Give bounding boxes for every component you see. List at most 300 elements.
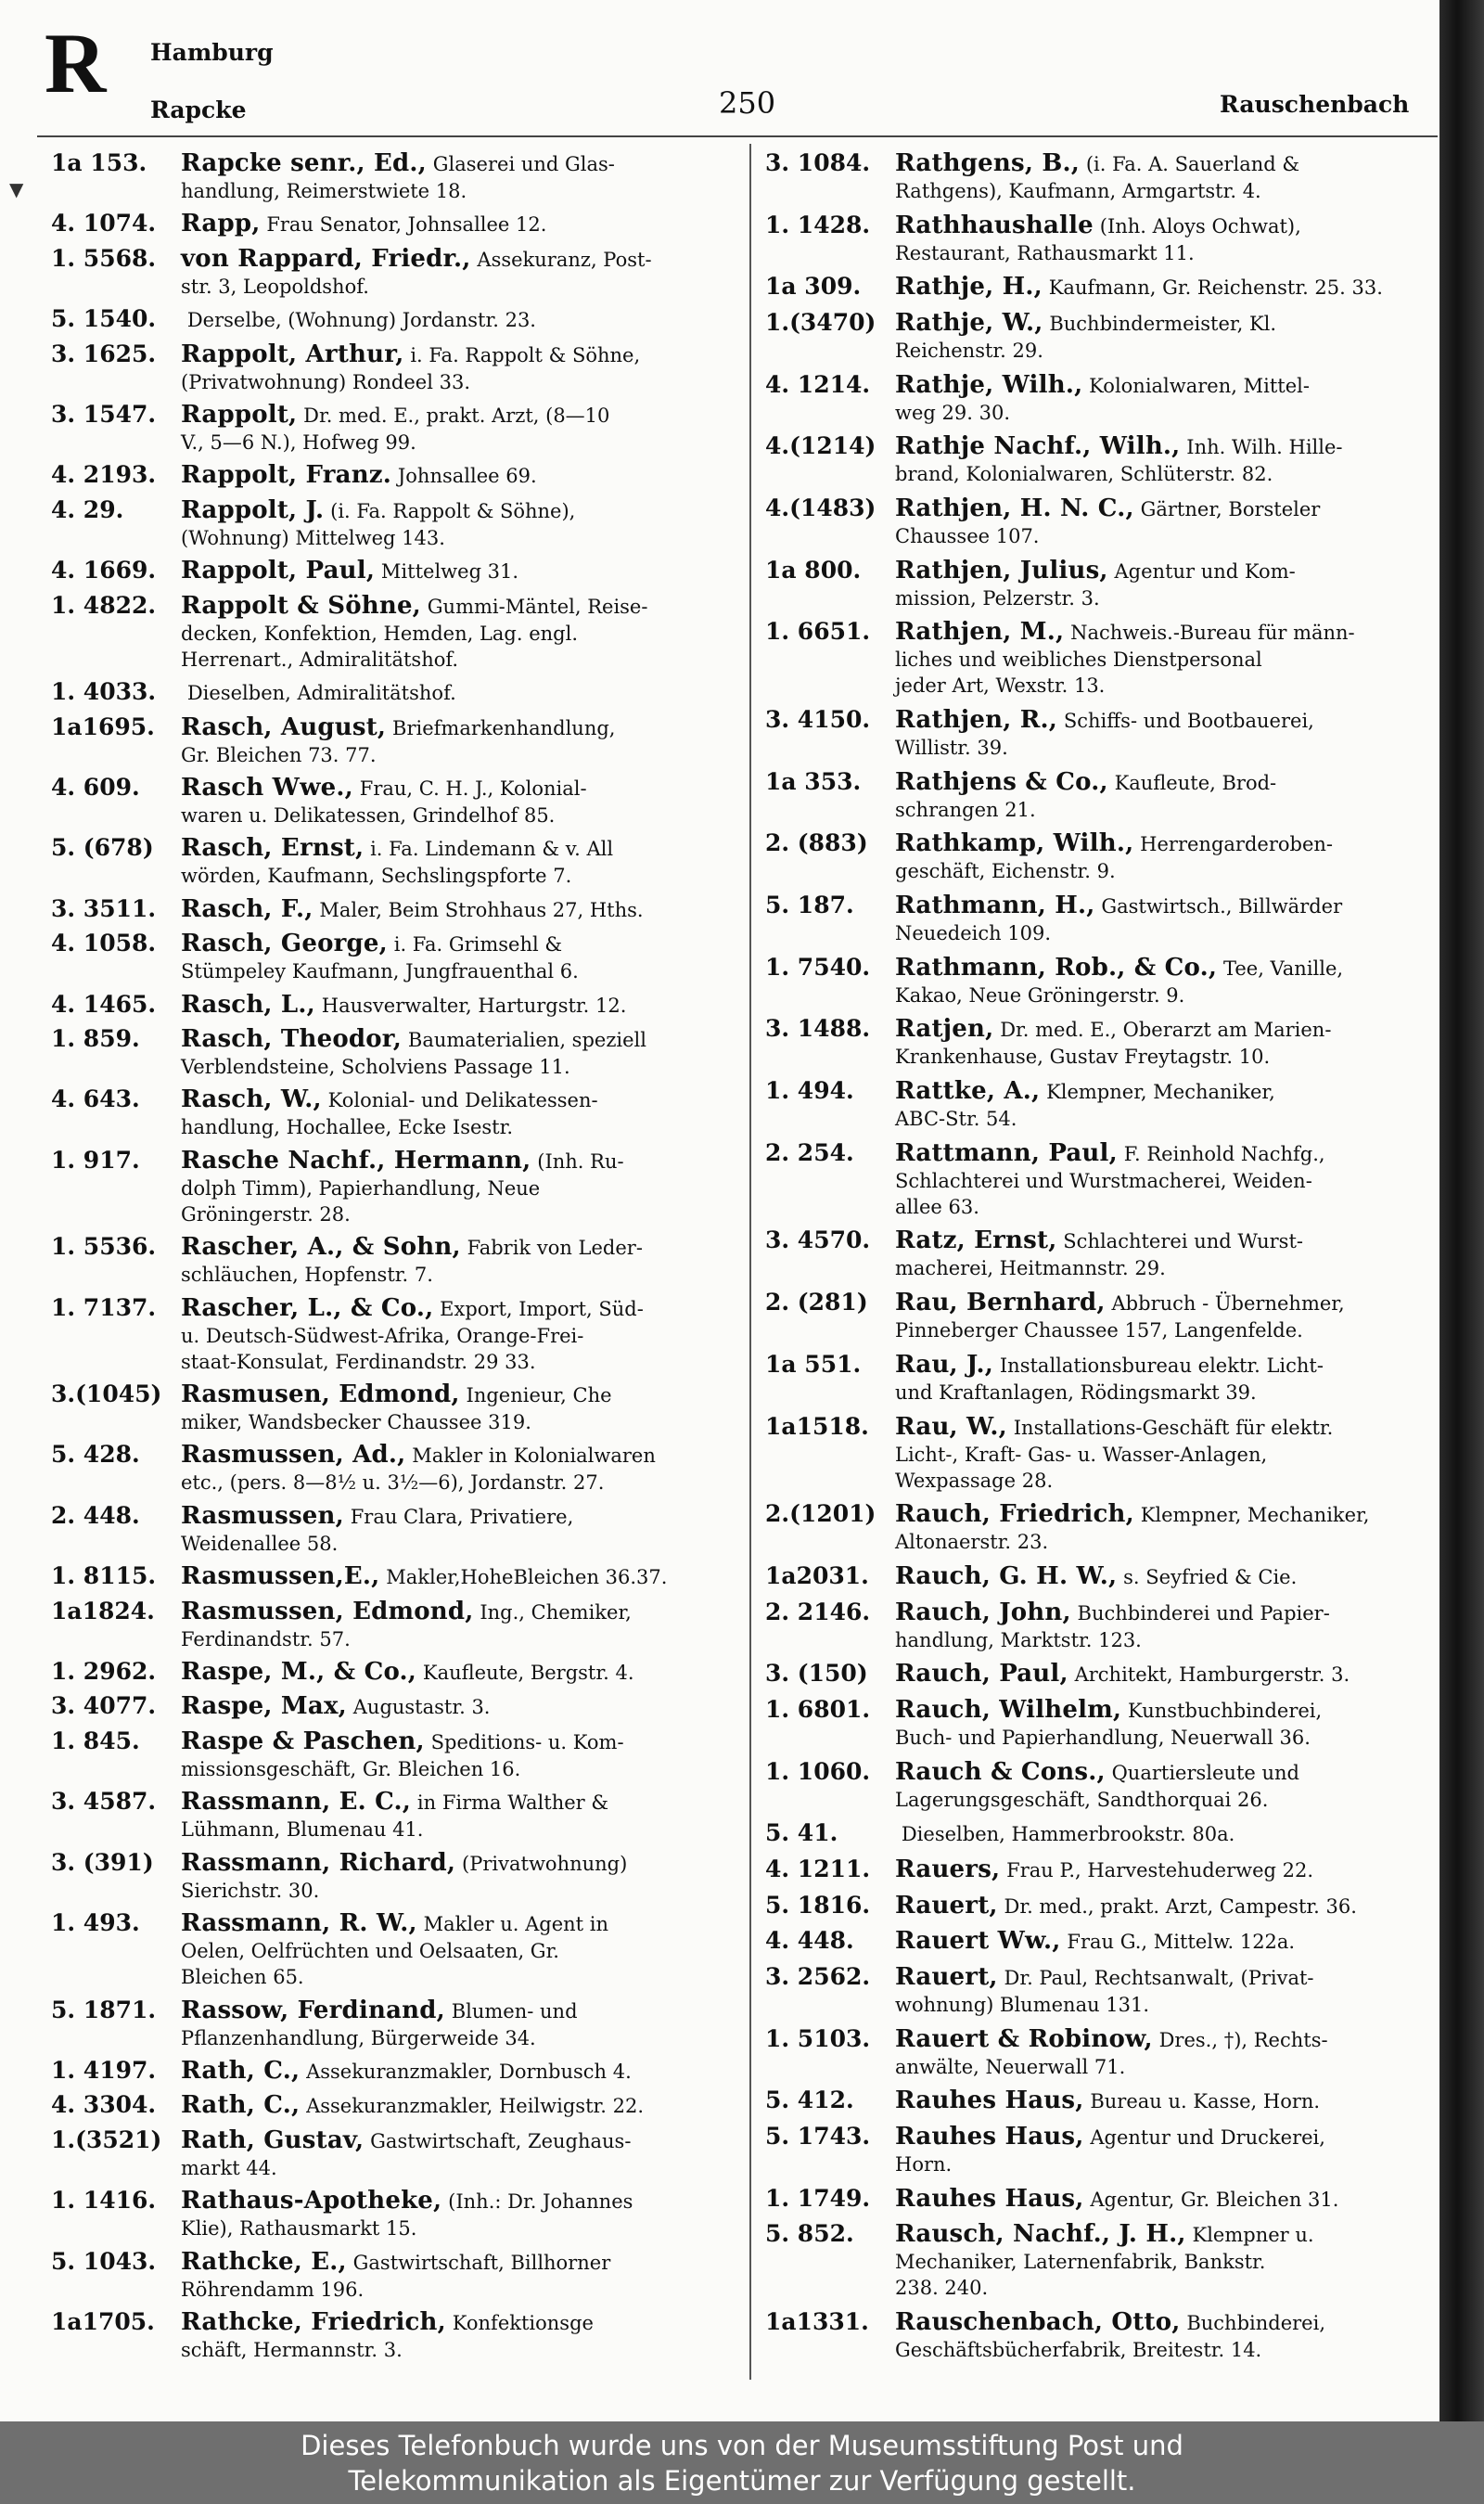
directory-entry <box>51 1728 742 1782</box>
directory-entry <box>51 1381 742 1435</box>
directory-entry <box>51 211 742 238</box>
subscriber-name: Rattmann, Paul, <box>895 1138 1118 1167</box>
directory-entry <box>51 1086 742 1140</box>
directory-entry <box>765 707 1433 761</box>
phone-number: 1.(3470) <box>765 309 876 337</box>
phone-number: 3. 1488. <box>765 1015 871 1043</box>
subscriber-details: Maler, Beim Strohhaus 27, Hths. <box>319 898 644 921</box>
subscriber-details: i. Fa. Grimsehl & <box>393 933 563 957</box>
subscriber-details-continued: geschäft, Eichenstr. 9. <box>895 860 1116 883</box>
subscriber-name: Rappolt & Söhne, <box>181 591 421 620</box>
subscriber-details-continued: brand, Kolonialwaren, Schlüterstr. 82. <box>895 463 1273 486</box>
subscriber-details: Dr. med. E., Oberarzt am Marien- <box>1000 1019 1332 1042</box>
subscriber-details-continued: Horn. <box>895 2152 953 2176</box>
subscriber-name: Rasmusen, Edmond, <box>181 1380 460 1409</box>
subscriber-details-continued: Rathgens), Kaufmann, Armgartstr. 4. <box>895 180 1261 202</box>
subscriber-details-continued: miker, Wandsbecker Chaussee 319. <box>181 1411 531 1434</box>
directory-entry <box>765 1661 1433 1689</box>
subscriber-name: Rauers, <box>895 1855 1001 1883</box>
header-city: Hamburg <box>150 39 274 66</box>
subscriber-details: Gummi-Mäntel, Reise- <box>427 595 648 618</box>
subscriber-name: Rassow, Ferdinand, <box>181 1996 445 2024</box>
subscriber-details: Johnsallee 69. <box>397 465 537 488</box>
phone-number: 3. 1547. <box>51 401 157 429</box>
directory-entry <box>51 246 742 300</box>
phone-number: 2. (883) <box>765 829 868 857</box>
directory-entry <box>51 931 742 984</box>
subscriber-details-continued: wohnung) Blumenau 131. <box>895 1993 1150 2016</box>
subscriber-name: Rasch, George, <box>181 930 388 958</box>
subscriber-details-continued: mission, Pelzerstr. 3. <box>895 586 1100 610</box>
phone-number: 2. 254. <box>765 1138 854 1166</box>
directory-entry <box>765 1893 1433 1920</box>
phone-number: 1. 4197. <box>51 2056 157 2084</box>
subscriber-details: Gärtner, Borsteler <box>1140 498 1321 521</box>
subscriber-name: Rathhaushalle <box>895 211 1094 239</box>
subscriber-details-continued: weg 29. 30. <box>895 401 1010 424</box>
subscriber-details-continued: jeder Art, Wexstr. 13. <box>895 674 1106 698</box>
phone-number: 1. 1428. <box>765 211 871 238</box>
phone-number: 1. 917. <box>51 1146 140 1174</box>
subscriber-name: Rathmann, H., <box>895 892 1095 920</box>
subscriber-details: Bureau u. Kasse, Horn. <box>1090 2090 1321 2113</box>
subscriber-details-continued: handlung, Hochallee, Ecke Isestr. <box>181 1116 514 1139</box>
subscriber-name: Rasch, August, <box>181 713 387 741</box>
subscriber-name: Rauch, G. H. W., <box>895 1561 1118 1590</box>
directory-entry <box>765 2221 1433 2301</box>
directory-entry <box>51 775 742 828</box>
subscriber-details: (i. Fa. Rappolt & Söhne), <box>330 499 576 522</box>
subscriber-details: Ingenieur, Che <box>466 1384 612 1407</box>
subscriber-name: Rathaus-Apotheke, <box>181 2187 442 2215</box>
directory-entry <box>765 1290 1433 1343</box>
directory-entry <box>51 992 742 1020</box>
subscriber-name: Rathjen, R., <box>895 706 1058 735</box>
subscriber-name: Rathjens & Co., <box>895 767 1108 796</box>
subscriber-name: Rapcke senr., Ed., <box>181 149 427 177</box>
subscriber-name: Ratz, Ernst, <box>895 1226 1057 1255</box>
directory-entry <box>51 1997 742 2051</box>
directory-entry <box>51 306 742 334</box>
phone-number: 1a 309. <box>765 273 862 301</box>
subscriber-details-continued: Bleichen 65. <box>181 1966 304 1989</box>
directory-entry <box>765 1078 1433 1132</box>
phone-number: 1a 551. <box>765 1350 862 1378</box>
subscriber-details-continued: Klie), Rathausmarkt 15. <box>181 2217 417 2241</box>
directory-entry <box>51 714 742 768</box>
subscriber-name: Rappolt, Franz. <box>181 461 392 490</box>
directory-entry <box>765 1501 1433 1555</box>
phone-number: 3. 3511. <box>51 894 157 922</box>
subscriber-name: Raspe, Max, <box>181 1692 347 1721</box>
phone-number: 1. 859. <box>51 1024 140 1052</box>
subscriber-details-continued: handlung, Marktstr. 123. <box>895 1628 1142 1651</box>
subscriber-name: Rassmann, Richard, <box>181 1848 456 1877</box>
subscriber-details-continued: Pinneberger Chaussee 157, Langenfelde. <box>895 1319 1303 1342</box>
subscriber-details: Herrengarderoben- <box>1140 833 1333 856</box>
subscriber-details-continued: wörden, Kaufmann, Sechslingspforte 7. <box>181 865 572 888</box>
phone-number: 3. 1084. <box>765 149 871 176</box>
directory-entry <box>765 1016 1433 1070</box>
directory-entry <box>765 1140 1433 1220</box>
phone-number: 3.(1045) <box>51 1380 162 1408</box>
subscriber-details-continued: Lühmann, Blumenau 41. <box>181 1818 424 1842</box>
subscriber-details: Frau G., Mittelw. 122a. <box>1067 1931 1296 1954</box>
subscriber-details: Gastwirtschaft, Billhorner <box>352 2251 611 2274</box>
header-rule <box>37 135 1438 137</box>
subscriber-details-continued: Stümpeley Kaufmann, Jungfrauenthal 6. <box>181 960 579 983</box>
subscriber-details-continued: waren u. Delikatessen, Grindelhof 85. <box>181 803 556 827</box>
subscriber-name: Rasmussen,E., <box>181 1562 380 1591</box>
subscriber-name: Rauert Ww., <box>895 1927 1061 1956</box>
directory-entry <box>51 462 742 490</box>
subscriber-details: Dr. med. E., prakt. Arzt, (8—10 <box>303 404 610 428</box>
directory-entry <box>51 1910 742 1990</box>
directory-entry <box>765 372 1433 426</box>
subscriber-details-continued: markt 44. <box>181 2156 277 2179</box>
phone-number: 4. 1669. <box>51 557 157 584</box>
subscriber-name: Rathjen, Julius, <box>895 556 1108 584</box>
phone-number: 1. 5568. <box>51 244 157 272</box>
phone-number: 3. 4570. <box>765 1226 871 1254</box>
phone-number: 5. 412. <box>765 2087 854 2114</box>
subscriber-details-continued: Licht-, Kraft- Gas- u. Wasser-Anlagen, <box>895 1443 1268 1466</box>
phone-number: 3. (150) <box>765 1660 868 1688</box>
subscriber-details: (Inh. Ru- <box>537 1149 624 1173</box>
directory-entry <box>765 310 1433 364</box>
directory-entry <box>765 558 1433 611</box>
subscriber-details: Fabrik von Leder- <box>467 1237 643 1260</box>
subscriber-name: Rasch Wwe., <box>181 773 353 802</box>
phone-number: 1. 494. <box>765 1077 854 1105</box>
subscriber-details: Nachweis.-Bureau für männ- <box>1070 622 1355 645</box>
phone-number: 4. 2193. <box>51 461 157 489</box>
subscriber-name: Rauert, <box>895 1962 998 1991</box>
directory-entry <box>765 2309 1433 2363</box>
subscriber-name: Rauch, Wilhelm, <box>895 1695 1122 1724</box>
phone-number: 5. 1540. <box>51 305 157 333</box>
directory-entry <box>765 1697 1433 1751</box>
subscriber-details: Blumen- und <box>451 1999 578 2022</box>
subscriber-details: s. Seyfried & Cie. <box>1123 1565 1298 1588</box>
directory-entry <box>51 402 742 456</box>
directory-entry <box>765 1759 1433 1813</box>
subscriber-details: Klempner u. <box>1192 2224 1314 2247</box>
subscriber-details-continued: missionsgeschäft, Gr. Bleichen 16. <box>181 1757 521 1780</box>
subscriber-name: Rathjen, M., <box>895 618 1065 647</box>
subscriber-details: Gastwirtschaft, Zeughaus- <box>370 2129 632 2152</box>
subscriber-details: Installationsbureau elektr. Licht- <box>999 1354 1324 1377</box>
subscriber-name: Rappolt, Arthur, <box>181 340 404 368</box>
directory-entry <box>765 1352 1433 1406</box>
phone-number: 1. 5536. <box>51 1233 157 1261</box>
subscriber-details-continued: Neuedeich 109. <box>895 922 1052 945</box>
subscriber-details-continued: liches und weibliches Dienstpersonal <box>895 648 1262 672</box>
footer-line-1: Dieses Telefonbuch wurde uns von der Museumsstiftung Post und <box>301 2430 1183 2461</box>
subscriber-name: Rasch, W., <box>181 1085 322 1114</box>
subscriber-name: Rau, J., <box>895 1350 994 1379</box>
subscriber-name: Rauch, John, <box>895 1598 1071 1626</box>
subscriber-name: Rau, Bernhard, <box>895 1289 1106 1317</box>
subscriber-details: Assekuranz, Post- <box>477 248 652 271</box>
phone-number: 3. 4077. <box>51 1692 157 1720</box>
subscriber-details: Installations-Geschäft für elektr. <box>1013 1416 1334 1439</box>
directory-entry <box>765 892 1433 946</box>
subscriber-name: Rauhes Haus, <box>895 2087 1084 2115</box>
subscriber-details: Makler u. Agent in <box>423 1913 609 1936</box>
subscriber-details-continued: (Wohnung) Mittelweg 143. <box>181 526 445 549</box>
subscriber-details-continued: Gröningerstr. 28. <box>181 1202 351 1226</box>
subscriber-details: Derselbe, (Wohnung) Jordanstr. 23. <box>186 309 536 332</box>
directory-entry <box>51 835 742 889</box>
phone-number: 2. 448. <box>51 1501 140 1529</box>
directory-entry <box>51 2249 742 2303</box>
subscriber-details: Kaufleute, Bergstr. 4. <box>422 1662 634 1685</box>
subscriber-name: Rasmussen, <box>181 1501 344 1530</box>
phone-number: 4. 1465. <box>51 990 157 1018</box>
subscriber-name: Rath, Gustav, <box>181 2125 365 2154</box>
subscriber-name: Rau, W., <box>895 1412 1007 1441</box>
subscriber-details-continued: Krankenhause, Gustav Freytagstr. 10. <box>895 1046 1271 1069</box>
directory-entry <box>765 433 1433 487</box>
subscriber-details-continued: Sierichstr. 30. <box>181 1879 320 1902</box>
phone-number: 2.(1201) <box>765 1500 876 1528</box>
directory-entry <box>51 341 742 395</box>
directory-entry <box>765 2124 1433 2177</box>
subscriber-details: Schiffs- und Bootbauerei, <box>1063 710 1314 733</box>
subscriber-details-continued: Chaussee 107. <box>895 525 1040 548</box>
subscriber-details: Gastwirtsch., Billwärder <box>1101 895 1343 918</box>
directory-entry <box>765 955 1433 1008</box>
directory-entry <box>51 896 742 924</box>
directory-entry <box>51 1148 742 1227</box>
directory-entry <box>765 1227 1433 1281</box>
phone-number: 4. 1214. <box>765 370 871 398</box>
subscriber-name: Rauert, <box>895 1891 998 1920</box>
subscriber-details: Makler,HoheBleichen 36.37. <box>386 1566 668 1589</box>
subscriber-name: Rasch, Ernst, <box>181 834 365 863</box>
phone-number: 5. 1743. <box>765 2122 871 2150</box>
subscriber-name: Rauhes Haus, <box>895 2122 1084 2151</box>
subscriber-details-continued: und Kraftanlagen, Rödingsmarkt 39. <box>895 1380 1257 1404</box>
subscriber-name: Rauhes Haus, <box>895 2184 1084 2213</box>
phone-number: 3. 4150. <box>765 706 871 734</box>
subscriber-details-continued: u. Deutsch-Südwest-Afrika, Orange-Frei- <box>181 1324 584 1347</box>
subscriber-name: Rauschenbach, Otto, <box>895 2308 1181 2336</box>
phone-number: 5. 1871. <box>51 1996 157 2023</box>
phone-number: 4. 643. <box>51 1085 140 1113</box>
subscriber-details: Assekuranzmakler, Heilwigstr. 22. <box>306 2095 644 2118</box>
subscriber-name: Rasmussen, Ad., <box>181 1441 406 1470</box>
directory-entry <box>51 1295 742 1375</box>
subscriber-details-continued: Ferdinandstr. 57. <box>181 1627 351 1650</box>
phone-number: 1. 7137. <box>51 1293 157 1321</box>
subscriber-details-continued: Buch- und Papierhandlung, Neuerwall 36. <box>895 1726 1311 1749</box>
directory-entry <box>765 830 1433 884</box>
subscriber-name: Rapp, <box>181 210 261 238</box>
subscriber-name: Rattke, A., <box>895 1077 1041 1106</box>
subscriber-details-continued: dolph Timm), Papierhandlung, Neue <box>181 1176 541 1200</box>
directory-entry <box>51 2092 742 2120</box>
subscriber-details: Quartiersleute und <box>1111 1761 1299 1784</box>
phone-number: 5. (678) <box>51 834 154 862</box>
phone-number: 1a 153. <box>51 149 147 176</box>
directory-entry <box>765 1820 1433 1848</box>
subscriber-details: Frau Clara, Privatiere, <box>350 1505 574 1528</box>
directory-entry <box>765 495 1433 549</box>
subscriber-details-continued: Mechaniker, Laternenfabrik, Bankstr. <box>895 2251 1266 2274</box>
directory-entry <box>51 2309 742 2363</box>
subscriber-name: Rathcke, E., <box>181 2247 347 2276</box>
subscriber-details-continued: str. 3, Leopoldshof. <box>181 275 369 298</box>
subscriber-name: Rascher, L., & Co., <box>181 1293 434 1322</box>
margin-arrow-icon: ▼ <box>9 178 24 200</box>
phone-number: 1. 1416. <box>51 2187 157 2215</box>
phone-number: 5. 428. <box>51 1441 140 1469</box>
subscriber-name: Raspe, M., & Co., <box>181 1658 417 1687</box>
phone-number: 5. 852. <box>765 2220 854 2248</box>
subscriber-name: Rasmussen, Edmond, <box>181 1597 474 1625</box>
directory-entry <box>51 1503 742 1557</box>
subscriber-details: (Inh.: Dr. Johannes <box>448 2190 633 2214</box>
subscriber-details-continued: Herrenart., Admiralitätshof. <box>181 648 459 671</box>
phone-number: 5. 187. <box>765 892 854 919</box>
phone-number: 4. 609. <box>51 773 140 801</box>
phone-number: 2. 2146. <box>765 1598 871 1625</box>
phone-number: 1a 353. <box>765 767 862 795</box>
subscriber-name: Rath, C., <box>181 2056 301 2085</box>
subscriber-name: Rauch, Friedrich, <box>895 1500 1134 1529</box>
subscriber-name: Rathje, Wilh., <box>895 370 1083 399</box>
subscriber-details: Frau Senator, Johnsallee 12. <box>266 213 547 237</box>
subscriber-details: (Privatwohnung) <box>462 1852 628 1875</box>
subscriber-details: Augustastr. 3. <box>352 1696 491 1719</box>
subscriber-details: Frau, C. H. J., Kolonial- <box>359 777 587 800</box>
directory-entry <box>765 212 1433 266</box>
subscriber-name: Rath, C., <box>181 2091 301 2120</box>
directory-entry <box>51 1693 742 1721</box>
subscriber-details-continued: Gr. Bleichen 73. 77. <box>181 743 377 766</box>
directory-entry <box>51 1850 742 1904</box>
subscriber-details: Frau P., Harvestehuderweg 22. <box>1006 1858 1314 1881</box>
subscriber-details: Buchbinderei, <box>1186 2312 1325 2334</box>
subscriber-details: Kaufleute, Brod- <box>1114 771 1277 794</box>
subscriber-name: Rathje, H., <box>895 273 1043 302</box>
column-divider <box>749 144 751 2380</box>
directory-entry <box>765 2026 1433 2080</box>
subscriber-name: Rappolt, <box>181 401 298 430</box>
subscriber-name: Rappolt, J. <box>181 495 325 524</box>
subscriber-name: Rappolt, Paul, <box>181 557 376 585</box>
subscriber-name: Rauert & Robinow, <box>895 2024 1153 2053</box>
directory-entry <box>765 1599 1433 1653</box>
subscriber-details: (i. Fa. A. Sauerland & <box>1085 153 1300 175</box>
footer-notice <box>0 2421 1484 2504</box>
subscriber-name: Rascher, A., & Sohn, <box>181 1233 461 1262</box>
phone-number: 1. 8115. <box>51 1562 157 1590</box>
subscriber-details: Buchbindermeister, Kl. <box>1049 313 1277 336</box>
directory-entry <box>51 1659 742 1687</box>
directory-entry <box>765 150 1433 204</box>
phone-number: 5. 1043. <box>51 2247 157 2275</box>
subscriber-details: Dieselben, Hammerbrookstr. 80a. <box>901 1823 1235 1846</box>
subscriber-details: Architekt, Hamburgerstr. 3. <box>1074 1663 1350 1687</box>
subscriber-details-continued: macherei, Heitmannstr. 29. <box>895 1257 1166 1280</box>
directory-entry <box>765 619 1433 699</box>
subscriber-name: Ratjen, <box>895 1015 994 1044</box>
directory-entry <box>765 274 1433 302</box>
subscriber-name: von Rappard, Friedr., <box>181 244 471 273</box>
subscriber-details: Dr. Paul, Rechtsanwalt, (Privat- <box>1004 1966 1314 1989</box>
subscriber-details-continued: 238. 240. <box>895 2277 989 2300</box>
subscriber-details-continued: Geschäftsbücherfabrik, Breitestr. 14. <box>895 2339 1262 2361</box>
directory-entry <box>51 1026 742 1080</box>
directory-entry <box>765 2186 1433 2214</box>
subscriber-details: Mittelweg 31. <box>380 560 519 584</box>
subscriber-details-continued: Altonaerstr. 23. <box>895 1531 1049 1554</box>
directory-entry <box>765 1563 1433 1591</box>
subscriber-details-continued: schäft, Hermannstr. 3. <box>181 2339 403 2361</box>
book-binding-edge <box>1439 0 1484 2421</box>
phone-number: 4. 448. <box>765 1927 854 1955</box>
phone-number: 1. 845. <box>51 1727 140 1754</box>
subscriber-details-continued: Kakao, Neue Gröningerstr. 9. <box>895 983 1185 1007</box>
subscriber-details: Kolonialwaren, Mittel- <box>1089 374 1310 397</box>
subscriber-details: Klempner, Mechaniker, <box>1140 1504 1370 1527</box>
subscriber-details: Export, Import, Süd- <box>440 1297 644 1320</box>
subscriber-details-continued: decken, Konfektion, Hemden, Lag. engl. <box>181 622 578 645</box>
phone-number: 4. 29. <box>51 495 124 523</box>
subscriber-details: Assekuranzmakler, Dornbusch 4. <box>306 2060 632 2083</box>
subscriber-name: Rathkamp, Wilh., <box>895 829 1134 858</box>
directory-entry <box>765 1414 1433 1494</box>
phone-number: 4. 1058. <box>51 930 157 957</box>
phone-number: 2. (281) <box>765 1289 868 1316</box>
header-first-entry: Rapcke <box>150 96 247 123</box>
phone-number: 1. 4822. <box>51 591 157 619</box>
subscriber-name: Rausch, Nachf., J. H., <box>895 2220 1186 2249</box>
phone-number: 3. 1625. <box>51 340 157 367</box>
directory-entry <box>51 2058 742 2086</box>
section-letter: R <box>45 16 105 110</box>
subscriber-details-continued: Oelen, Oelfrüchten und Oelsaaten, Gr. <box>181 1940 559 1963</box>
subscriber-details-continued: Pflanzenhandlung, Bürgerweide 34. <box>181 2026 536 2049</box>
subscriber-details: Agentur, Gr. Bleichen 31. <box>1090 2188 1339 2211</box>
directory-entry <box>51 1563 742 1591</box>
phone-number: 1a1331. <box>765 2308 869 2335</box>
subscriber-details: Klempner, Mechaniker, <box>1046 1081 1275 1104</box>
directory-entry <box>51 150 742 204</box>
phone-number: 4. 3304. <box>51 2091 157 2119</box>
subscriber-details-continued: schrangen 21. <box>895 798 1036 821</box>
directory-entry <box>765 1964 1433 2018</box>
subscriber-details-continued: (Privatwohnung) Rondeel 33. <box>181 370 470 393</box>
subscriber-details-continued: handlung, Reimerstwiete 18. <box>181 180 467 202</box>
subscriber-name: Rathmann, Rob., & Co., <box>895 953 1218 982</box>
subscriber-details-continued: schläuchen, Hopfenstr. 7. <box>181 1264 433 1287</box>
subscriber-name: Rauch & Cons., <box>895 1757 1106 1786</box>
subscriber-details: Kaufmann, Gr. Reichenstr. 25. 33. <box>1048 276 1383 300</box>
subscriber-details: Konfektionsge <box>452 2312 594 2334</box>
subscriber-name: Rathgens, B., <box>895 149 1081 177</box>
footer-line-2: Telekommunikation als Eigentümer zur Verfügung gestellt. <box>348 2465 1136 2497</box>
directory-entry <box>765 1928 1433 1956</box>
header-last-entry: Rauschenbach <box>1220 91 1410 118</box>
phone-number: 1. 493. <box>51 1909 140 1937</box>
phone-number: 4. 1211. <box>765 1855 871 1882</box>
phone-number: 1. 1060. <box>765 1757 871 1785</box>
directory-entry <box>51 497 742 551</box>
